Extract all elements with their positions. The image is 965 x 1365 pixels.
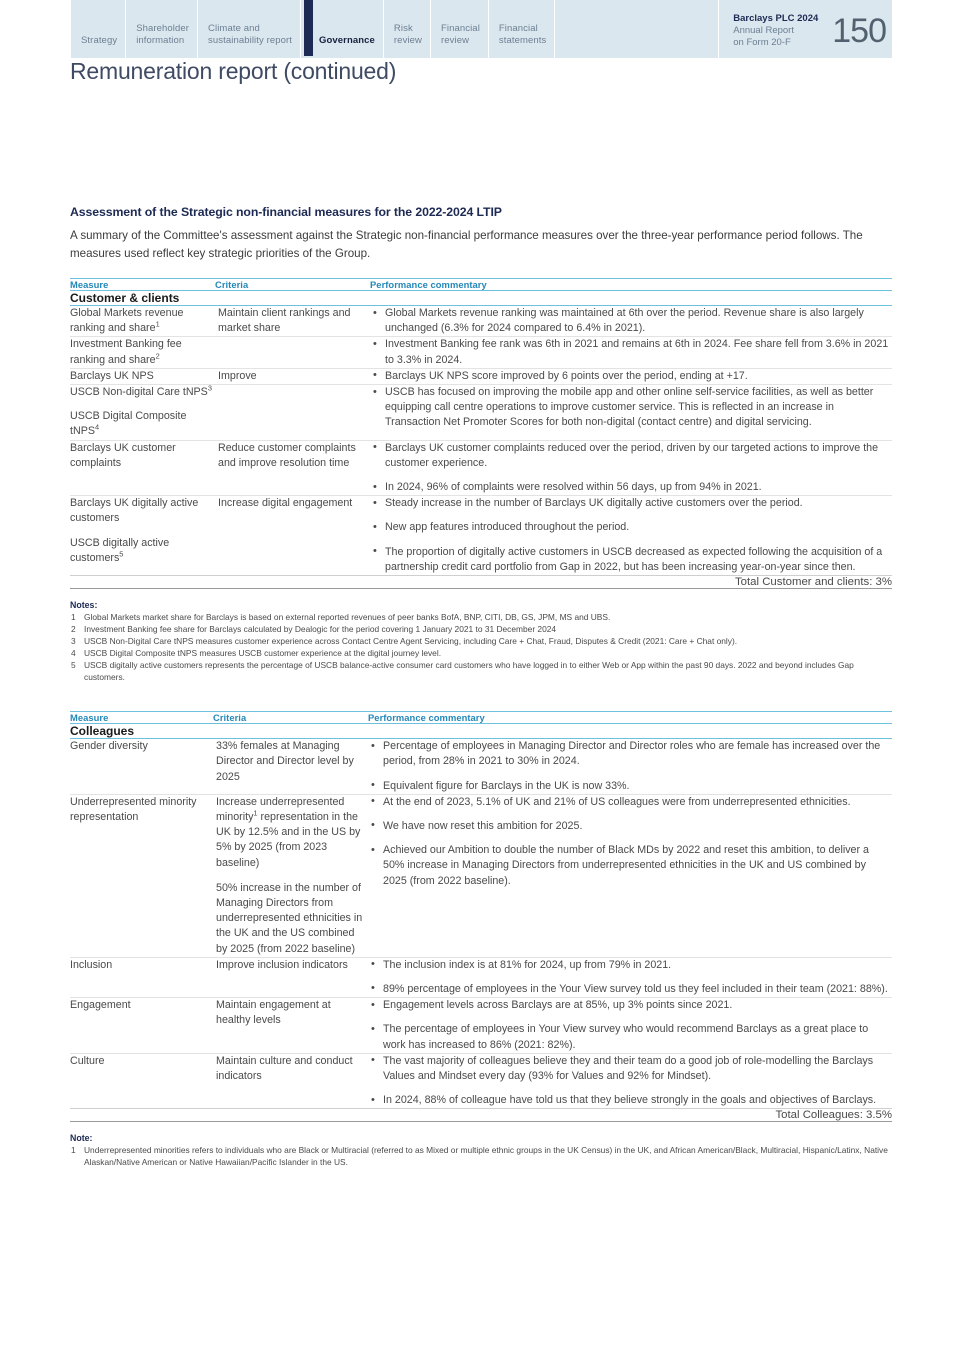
- note-text: Global Markets market share for Barclays is based on external reported revenues of peer banks BofA, BNP, CITI, DB, GS, JPM, MS and UBS.: [84, 612, 611, 623]
- nav-tab-financial-statements[interactable]: [489, 0, 555, 58]
- nav-spacer: [555, 0, 719, 58]
- report-title-line: Barclays PLC 2024: [733, 13, 819, 24]
- note-text: USCB digitally active customers represents the percentage of USCB balance-active consumer card customers who have logged in to either Web or App within the past 90 days. 2022 and beyond includes Gap customers.: [84, 660, 854, 683]
- footnote-marker: 4: [94, 422, 100, 432]
- nav-tab-label: Strategy: [81, 34, 118, 46]
- note-item: [70, 660, 892, 683]
- footnote-marker: 3: [207, 383, 212, 393]
- commentary-bullet: • 89% percentage of employees in the Your View survey told us they feel included in their team (2021: 88%).: [370, 982, 892, 997]
- note-number: 4: [71, 648, 76, 659]
- commentary-cell: [368, 957, 892, 997]
- measure-text: USCB Digital Composite tNPS$^4$: [70, 410, 187, 438]
- measure-cell: [70, 739, 213, 795]
- table-row: [70, 337, 892, 368]
- measure-text: Barclays UK digitally active customers: [70, 497, 199, 525]
- commentary-cell: [368, 794, 892, 957]
- nav-tab-label: review: [440, 34, 470, 46]
- footnote-marker: 1: [253, 808, 258, 818]
- note-number: 1: [71, 1145, 76, 1156]
- commentary-bullet: • USCB has focused on improving the mobile app and other online self-service facilities, as well as better equipping call centre operations to improve customer service. This is reflected in an increase in Transaction Net Promoter Scores for both non-digital (contact centre) and digital servicing.: [372, 385, 892, 431]
- note-number: 1: [71, 612, 76, 623]
- column-header-measure: Measure: [70, 712, 213, 724]
- commentary-bullet: • We have now reset this ambition for 2025.: [370, 819, 892, 834]
- criteria-text: 50% increase in the number of Managing Directors from underrepresented ethnicities in the UK and the US combined by 2025 (from 2022 baseline): [216, 881, 363, 955]
- measure-cell: [70, 306, 215, 337]
- commentary-list: [372, 306, 892, 336]
- measure-text: Engagement: [70, 999, 131, 1012]
- commentary-cell: [368, 739, 892, 795]
- criteria-cell: [213, 1053, 368, 1109]
- criteria-text: Reduce customer complaints and improve resolution time: [218, 441, 356, 469]
- nav-tab-label: review: [393, 34, 422, 46]
- note-text: Investment Banking fee share for Barclays calculated by Dealogic for the period covering 1 January 2021 to 31 December 2024: [84, 624, 557, 635]
- commentary-cell: [370, 337, 892, 368]
- colleagues-table: [70, 711, 892, 1122]
- page-number: 150: [832, 12, 886, 50]
- nav-tab-label: sustainability report: [208, 34, 292, 46]
- main-content: [70, 205, 892, 1169]
- measure-cell: [70, 440, 215, 496]
- measure-cell: [70, 337, 215, 368]
- column-header-criteria: Criteria: [215, 279, 370, 291]
- table-row: [70, 440, 892, 496]
- note-number: 5: [71, 660, 76, 671]
- commentary-list: [372, 496, 892, 575]
- table-row: [70, 385, 892, 441]
- section-nav: [70, 0, 555, 58]
- nav-tab-label: information: [136, 34, 185, 46]
- table-header-row: [70, 279, 892, 291]
- table-row: [70, 957, 892, 997]
- column-header-performance-commentary: Performance commentary: [368, 712, 892, 724]
- criteria-text: Increase digital engagement: [218, 497, 353, 510]
- note-text: Underrepresented minorities refers to individuals who are Black or Multiracial (referred to as Mixed or multiple ethnic groups in the UK Census) in the UK, and African American/Black, Multiracial, Hispanic/Latinx, Native Alaskan/Native American or Native Hawaiian/Pacific Islander in the US.: [84, 1145, 888, 1167]
- commentary-bullet: • The inclusion index is at 81% for 2024, up from 79% in 2021.: [370, 958, 892, 973]
- table-row: [70, 739, 892, 795]
- note-number: 3: [71, 636, 76, 647]
- commentary-list: [370, 1054, 892, 1109]
- commentary-bullet: • At the end of 2023, 5.1% of UK and 21% of US colleagues were from underrepresented ethnicities.: [370, 795, 892, 810]
- table-total-label: Total Customer and clients: 3%: [70, 576, 892, 589]
- commentary-list: [372, 441, 892, 496]
- criteria-text: Maintain culture and conduct indicators: [216, 1054, 353, 1082]
- criteria-cell: [215, 306, 370, 337]
- report-subtitle-line-2: on Form 20-F: [733, 37, 791, 48]
- commentary-bullet: • Barclays UK NPS score improved by 6 points over the period, ending at +17.: [372, 369, 892, 384]
- notes-title: Notes:: [70, 600, 98, 611]
- commentary-bullet: • Investment Banking fee rank was 6th in 2021 and remains at 6th in 2024. Fee share fell from 3.6% in 2021 to 3.3% in 2024.: [372, 337, 892, 367]
- commentary-bullet: • The proportion of digitally active customers in USCB decreased as expected following the acquisition of a partnership credit card portfolio from Gap in 2022, but has been increasing year-on-year since then.: [372, 545, 892, 575]
- note-text: USCB Digital Composite tNPS measures USCB customer experience at the digital journey level.: [84, 648, 442, 659]
- commentary-bullet: • The vast majority of colleagues believe they and their team do a good job of role-modelling the Barclays Values and Mindset every day (93% for Values and 92% for Mindset).: [370, 1054, 892, 1084]
- commentary-bullet: • In 2024, 96% of complaints were resolved within 56 days, up from 94% in 2021.: [372, 480, 892, 495]
- measure-cell: [70, 368, 215, 384]
- table-row: [70, 496, 892, 576]
- commentary-cell: [368, 998, 892, 1054]
- table-row: [70, 998, 892, 1054]
- nav-tab-financial-review[interactable]: [431, 0, 489, 58]
- nav-tab-strategy[interactable]: [70, 0, 126, 58]
- commentary-cell: [370, 385, 892, 441]
- commentary-bullet: • Global Markets revenue ranking was maintained at 6th over the period. Revenue share is also largely unchanged (6.3% for 2024 compared to 6.4% in 2021).: [372, 306, 892, 336]
- nav-tab-label: Risk: [393, 23, 413, 34]
- measure-cell: [70, 385, 215, 441]
- commentary-bullet: • Percentage of employees in Managing Director and Director roles who are female has increased over the period, from 28% in 2021 to 30% in 2024.: [370, 739, 892, 769]
- nav-tab-label: Financial: [498, 23, 538, 34]
- column-header-performance-commentary: Performance commentary: [370, 279, 892, 291]
- commentary-bullet: • Engagement levels across Barclays are at 85%, up 3% points since 2021.: [370, 998, 892, 1013]
- column-header-measure: Measure: [70, 279, 215, 291]
- criteria-text: Maintain client rankings and market share: [218, 307, 351, 335]
- measure-cell: [70, 794, 213, 957]
- footnote-marker: 5: [119, 549, 124, 559]
- customer-clients-table: [70, 278, 892, 589]
- commentary-bullet: • The percentage of employees in Your View survey who would recommend Barclays as a great place to work has increased to 86% (2021: 82%).: [370, 1022, 892, 1052]
- nav-tab-climate-and-sustainability-report[interactable]: [198, 0, 301, 58]
- commentary-bullet: • Steady increase in the number of Barclays UK digitally active customers over the period.: [372, 496, 892, 511]
- section-intro: A summary of the Committee's assessment against the Strategic non-financial performance measures over the three-year performance period follows. The measures used reflect key strategic priorities of the Group.: [70, 229, 863, 260]
- page-title: Remuneration report (continued): [70, 58, 397, 84]
- criteria-text: Improve inclusion indicators: [216, 958, 348, 971]
- table-total-row: [70, 1109, 892, 1122]
- measure-text: Inclusion: [70, 958, 113, 971]
- commentary-list: [370, 998, 892, 1053]
- table-total-row: [70, 576, 892, 589]
- commentary-bullet: • Achieved our Ambition to double the number of Black MDs by 2022 and reset this ambition, to deliver a 50% increase in Managing Directors from underrepresented ethnicities in the UK and US combined by 2025 (from 2022 baseline).: [370, 843, 892, 889]
- note-item: [70, 636, 892, 648]
- nav-tab-shareholder-information[interactable]: [126, 0, 198, 58]
- table-row: [70, 1053, 892, 1109]
- commentary-cell: [370, 440, 892, 496]
- table-header-row: [70, 712, 892, 724]
- nav-tab-risk-review[interactable]: [384, 0, 431, 58]
- measure-text: Global Markets revenue ranking and share$^1$: [70, 307, 184, 335]
- criteria-text: Improve: [218, 369, 257, 382]
- table-group-row: [70, 291, 892, 306]
- criteria-text: Increase underrepresented minority$^1$ representation in the UK by 12.5% and in the US by 5% by 2025 (from 2023 baseline): [216, 795, 361, 869]
- commentary-cell: [368, 1053, 892, 1109]
- commentary-list: [370, 958, 892, 997]
- note-item: [70, 624, 892, 636]
- measure-text: Barclays UK customer complaints: [70, 441, 176, 469]
- report-identity: [719, 0, 892, 58]
- commentary-cell: [370, 496, 892, 576]
- commentary-list: [372, 385, 892, 431]
- nav-tab-label: Financial: [440, 23, 480, 34]
- criteria-cell: [215, 440, 370, 496]
- report-subtitle-line-1: Annual Report: [733, 25, 794, 36]
- table-group-label: Customer & clients: [70, 291, 892, 306]
- note-text: USCB Non-Digital Care tNPS measures customer experience across Contact Centre Agent Servicing, including Care + Chat, Fraud, Disputes & Credit (2021: Care + Chat only).: [84, 636, 738, 647]
- table-row: [70, 794, 892, 957]
- measure-text: Gender diversity: [70, 740, 148, 753]
- measure-cell: [70, 998, 213, 1054]
- criteria-cell: [215, 496, 370, 576]
- nav-tab-governance[interactable]: [301, 0, 384, 58]
- measure-text: Underrepresented minority representation: [70, 795, 197, 823]
- measure-text: USCB digitally active customers$^5$: [70, 536, 170, 564]
- measure-text: Barclays UK NPS: [70, 369, 154, 382]
- note-item: [70, 648, 892, 660]
- table-row: [70, 306, 892, 337]
- measure-text: Investment Banking fee ranking and share$^2$: [70, 338, 182, 366]
- note-item: [70, 612, 892, 624]
- measure-text: USCB Non-digital Care tNPS$^3$: [70, 383, 212, 399]
- footnote-marker: 2: [155, 351, 160, 361]
- measure-cell: [70, 1053, 213, 1109]
- commentary-cell: [370, 368, 892, 384]
- notes-title: Note:: [70, 1133, 93, 1144]
- criteria-text: Maintain engagement at healthy levels: [216, 999, 331, 1027]
- criteria-cell: [215, 385, 370, 441]
- criteria-cell: [213, 739, 368, 795]
- commentary-cell: [370, 306, 892, 337]
- measure-cell: [70, 957, 213, 997]
- commentary-bullet: • Equivalent figure for Barclays in the UK is now 33%.: [370, 779, 892, 794]
- criteria-text: 33% females at Managing Director and Director level by 2025: [216, 740, 354, 783]
- commentary-list: [372, 337, 892, 367]
- section-heading: Assessment of the Strategic non-financial measures for the 2022-2024 LTIP: [70, 205, 502, 219]
- notes-block-1: [70, 600, 892, 684]
- measure-cell: [70, 496, 215, 576]
- commentary-bullet: • New app features introduced throughout the period.: [372, 520, 892, 535]
- commentary-bullet: • In 2024, 88% of colleague have told us that they believe strongly in the goals and objectives of Barclays.: [370, 1093, 892, 1108]
- criteria-cell: [213, 957, 368, 997]
- table-total-label: Total Colleagues: 3.5%: [70, 1109, 892, 1122]
- nav-tab-label: statements: [498, 34, 547, 46]
- criteria-cell: [215, 337, 370, 368]
- commentary-list: [370, 739, 892, 794]
- commentary-list: [370, 795, 892, 889]
- commentary-list: [372, 369, 892, 384]
- nav-tab-label: Shareholder: [136, 23, 190, 34]
- page-header: [70, 0, 892, 58]
- criteria-cell: [215, 368, 370, 384]
- column-header-criteria: Criteria: [213, 712, 368, 724]
- commentary-bullet: • Barclays UK customer complaints reduced over the period, driven by our targeted actions to improve the customer experience.: [372, 441, 892, 471]
- table-group-label: Colleagues: [70, 724, 892, 739]
- criteria-cell: [213, 794, 368, 957]
- note-number: 2: [71, 624, 76, 635]
- criteria-cell: [213, 998, 368, 1054]
- note-item: [70, 1145, 892, 1168]
- table-row: [70, 368, 892, 384]
- nav-tab-label: Governance: [319, 34, 375, 46]
- table-group-row: [70, 724, 892, 739]
- nav-tab-label: Climate and: [208, 23, 260, 34]
- report-identity-text: [733, 9, 818, 49]
- footnote-marker: 1: [155, 319, 160, 329]
- measure-text: Culture: [70, 1054, 105, 1067]
- notes-block-2: [70, 1133, 892, 1168]
